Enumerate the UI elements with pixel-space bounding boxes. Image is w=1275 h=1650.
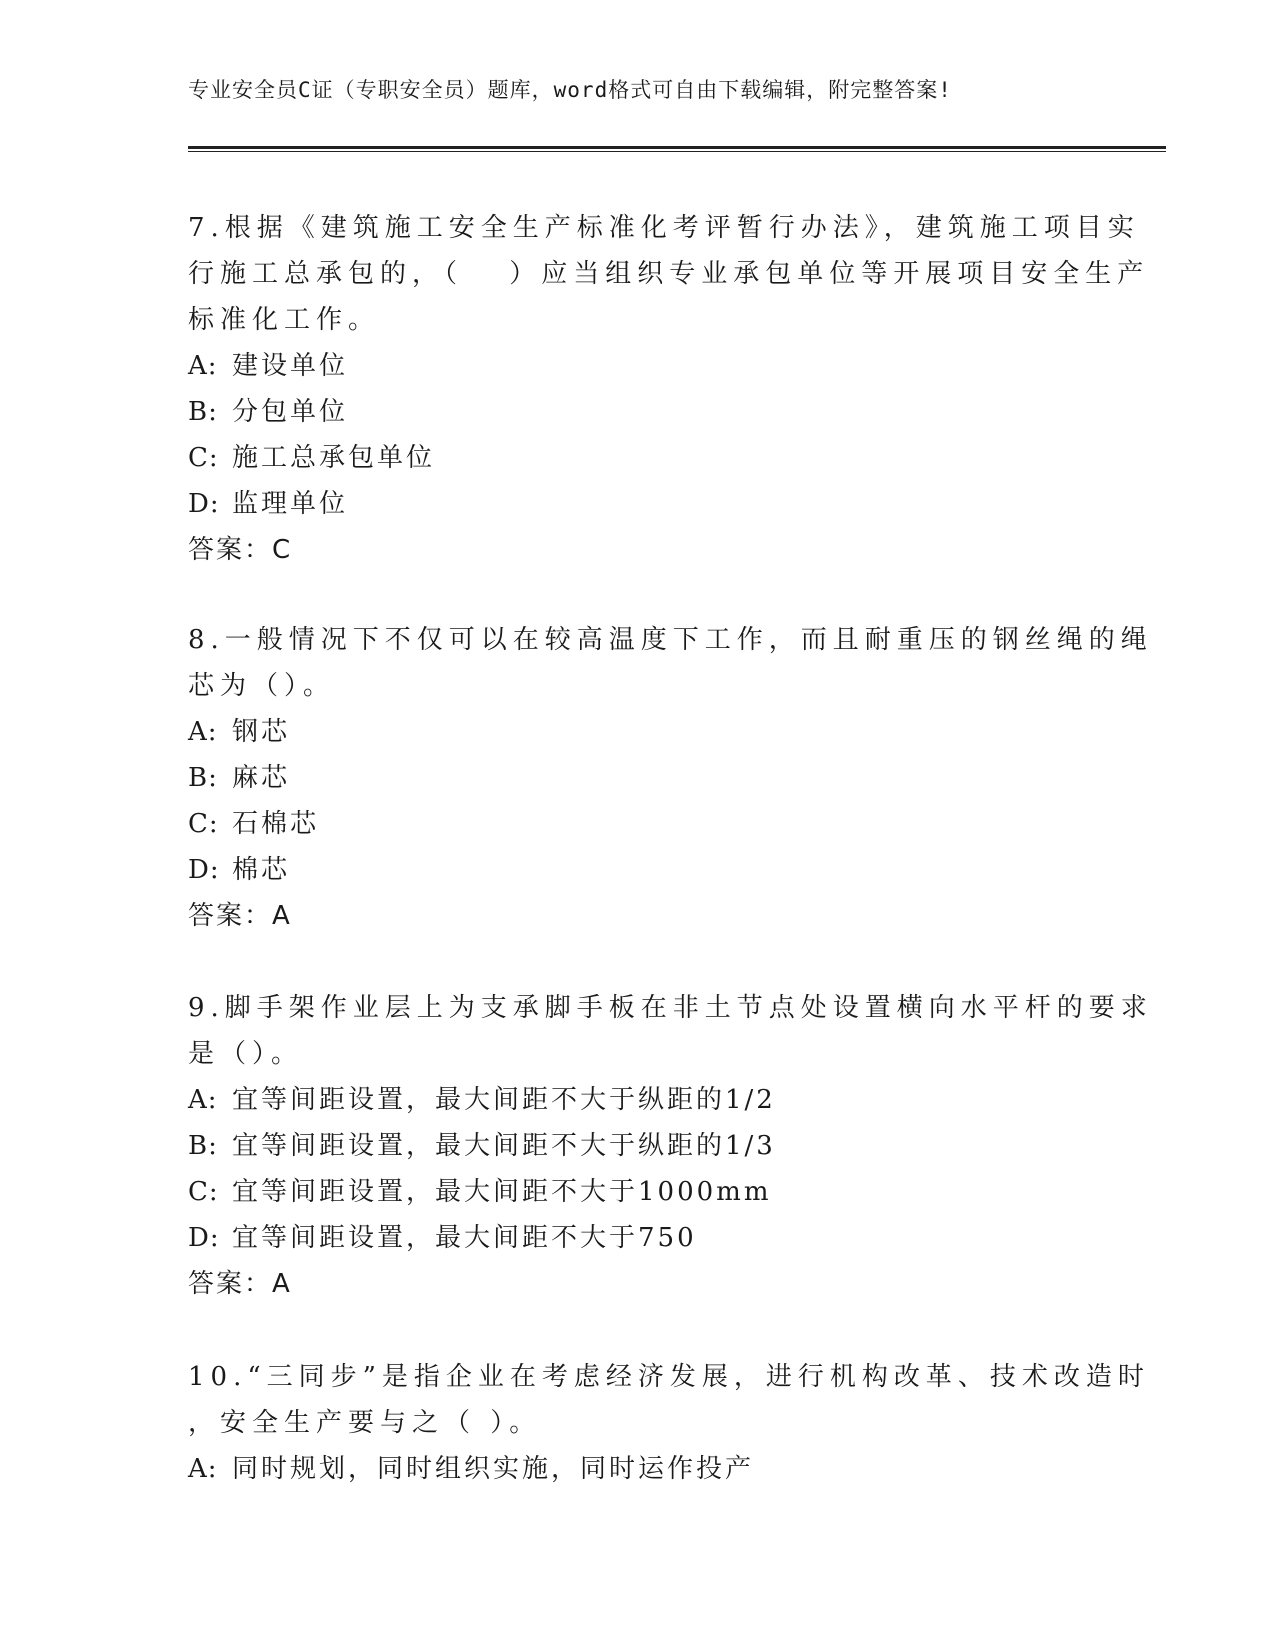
option-text: 石棉芯 (232, 809, 320, 839)
option-text: 分包单位 (232, 397, 349, 427)
option-letter: D: (188, 489, 220, 519)
option-text: 麻芯 (232, 763, 291, 793)
option-text: 棉芯 (232, 855, 291, 885)
question-9 (188, 985, 1153, 1307)
option-letter: C: (188, 443, 219, 473)
option-letter: B: (188, 397, 218, 427)
question-stem-line: 10.“三同步”是指企业在考虑经济发展，进行机构改革、技术改造时 (188, 1362, 1150, 1392)
option-letter: A: (188, 1085, 218, 1115)
option-text: 建设单位 (232, 351, 349, 381)
question-stem-line: 9.脚手架作业层上为支承脚手板在非土节点处设置横向水平杆的要求 (188, 993, 1153, 1023)
option-letter: C: (188, 1177, 219, 1207)
option-a (188, 709, 1088, 755)
option-d (188, 481, 1088, 527)
option-b (188, 389, 1088, 435)
question-stem-line: 是（）。 (188, 1039, 304, 1069)
option-a (188, 1446, 1088, 1492)
option-d (188, 1215, 1088, 1261)
option-letter: A: (188, 1454, 218, 1484)
option-c (188, 1169, 1088, 1215)
option-text: 监理单位 (232, 489, 349, 519)
question-stem-line: 8.一般情况下不仅可以在较高温度下工作，而且耐重压的钢丝绳的绳 (188, 625, 1153, 655)
question-10 (188, 1354, 1150, 1492)
document-header: 专业安全员C证（专职安全员）题库，word格式可自由下载编辑，附完整答案! (188, 78, 952, 102)
option-letter: A: (188, 717, 218, 747)
question-stem-line: 行施工总承包的，（ ）应当组织专业承包单位等开展项目安全生产 (188, 259, 1150, 289)
answer: 答案：A (188, 1269, 292, 1299)
question-8 (188, 617, 1153, 939)
option-text: 同时规划，同时组织实施，同时运作投产 (232, 1454, 755, 1484)
option-text: 宜等间距设置，最大间距不大于纵距的1/3 (232, 1131, 776, 1161)
option-a (188, 343, 1088, 389)
question-stem-line: 标准化工作。 (188, 305, 381, 335)
question-stem-line: 芯为（）。 (188, 671, 336, 701)
option-d (188, 847, 1088, 893)
option-a (188, 1077, 1088, 1123)
answer: 答案：A (188, 901, 292, 931)
option-text: 宜等间距设置，最大间距不大于750 (232, 1223, 697, 1253)
option-letter: A: (188, 351, 218, 381)
option-b (188, 755, 1088, 801)
question-7 (188, 205, 1150, 573)
option-letter: D: (188, 1223, 220, 1253)
option-c (188, 435, 1088, 481)
option-letter: B: (188, 1131, 218, 1161)
option-letter: B: (188, 763, 218, 793)
option-letter: D: (188, 855, 220, 885)
option-text: 宜等间距设置，最大间距不大于1000mm (232, 1177, 772, 1207)
option-text: 钢芯 (232, 717, 291, 747)
option-text: 施工总承包单位 (232, 443, 436, 473)
question-stem-line: 7.根据《建筑施工安全生产标准化考评暂行办法》，建筑施工项目实 (188, 213, 1140, 243)
header-divider (188, 146, 1166, 149)
option-c (188, 801, 1088, 847)
question-stem-line: ，安全生产要与之（ ）。 (188, 1408, 542, 1438)
option-text: 宜等间距设置，最大间距不大于纵距的1/2 (232, 1085, 776, 1115)
option-b (188, 1123, 1088, 1169)
option-letter: C: (188, 809, 219, 839)
answer: 答案：C (188, 535, 293, 565)
